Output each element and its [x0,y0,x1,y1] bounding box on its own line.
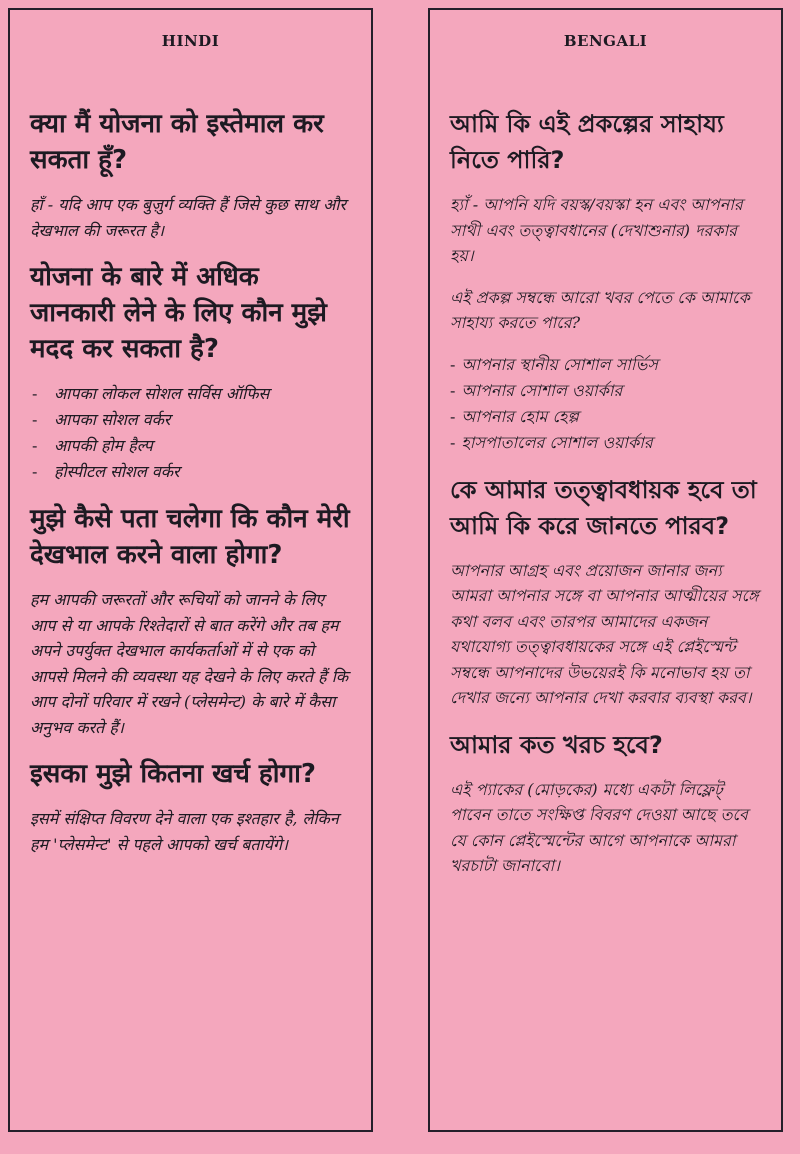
bengali-question-who-can-help: এই প্রকল্প সম্বন্ধে আরো খবর পেতে কে আমাকে সাহায্য করতে পারে? [450,287,750,332]
hindi-answer-who-will-care: हम आपकी जरूरतों और रूचियों को जानने के लिए आप से या आपके रिश्तेदारों से बात करेंगे और तब हम अपने उपर्युक्त देखभाल कार्यकर्ताओं में से एक को आपसे मिलने की व्यवस्था यह देखने के लिए करते हैं कि आप दोनों परिवार में रखने (प्लेसमेन्ट) के बारे में कैसा अनुभव करते हैं। [30,590,349,737]
hindi-panel [8,8,373,1132]
bengali-heading-can-i-use: আমি কি এই প্রকল্পের সাহায্য নিতে পারি? [450,110,724,174]
hindi-answer-cost: इसमें संक्षिप्त विवरण देने वाला एक इश्तहार है, लेकिन हम 'प्लेसमेन्ट' से पहले आपको खर्च बतायेंगे। [30,809,339,854]
hindi-column-title: HINDI [161,32,220,50]
list-item: - আপনার স্থানীয় সোশাল সার্ভিস [450,354,658,374]
hindi-help-list [30,381,351,485]
hindi-heading-who-will-care: मुझे कैसे पता चलेगा कि कौन मेरी देखभाल करने वाला होगा? [30,504,350,570]
bengali-answer-who-will-care: আপনার আগ্রহ এবং প্রয়োজন জানার জন্য আমরা আপনার সঙ্গে বা আপনার আত্মীয়ের সঙ্গে কথা বলব এবং তারপর আমাদের একজন যথাযোগ্য তত্ত্বাবধায়কের সঙ্গে এই প্লেইস্মেন্ট সম্বন্ধে আপনাদের উভয়েরই কি মনোভাব হয় তা দেখার জন্যে আপনার দেখা করবার ব্যবস্থা করব। [450,560,759,707]
list-item: - होस्पीटल सोशल वर्कर [32,462,180,481]
list-item: - আপনার সোশাল ওয়ার্কার [450,380,623,400]
bengali-help-list [450,352,761,456]
hindi-heading-can-i-use: क्या मैं योजना को इस्तेमाल कर सकता हूँ? [30,109,324,175]
bengali-heading-who-will-care: কে আমার তত্ত্বাবধায়ক হবে তা আমি কি করে জানতে পারব? [450,475,757,540]
list-item: - আপনার হোম হেল্প [450,406,579,426]
bengali-answer-can-i-use: হ্যাঁ - আপনি যদি বয়স্ক/বয়স্কা হন এবং আপনার সাথী এবং তত্ত্বাবধানের (দেখাশুনার) দরকার হয়। [450,195,743,265]
bengali-answer-cost: এই প্যাকের (মোড়কের) মধ্যে একটা লিফ্লেট্ পাবেন তাতে সংক্ষিপ্ত বিবরণ দেওয়া আছে তবে যে কোন প্লেইস্মেন্টের আগে আপনাকে আমরা খরচাটা জানাবো। [450,779,748,875]
list-item: - হাসপাতালের সোশাল ওয়ার্কার [450,432,653,452]
list-item: - आपका लोकल सोशल सर्विस ऑफिस [32,384,270,403]
list-item: - आपकी होम हैल्प [32,436,153,455]
bengali-column-title: BENGALI [563,32,648,50]
hindi-answer-can-i-use: हाँ - यदि आप एक बुज़ुर्ग व्यक्ति हैं जिसे कुछ साथ और देखभाल की जरूरत है। [30,195,347,240]
bengali-panel [428,8,783,1132]
hindi-heading-cost: इसका मुझे कितना खर्च होगा? [30,759,316,789]
list-item: - आपका सोशल वर्कर [32,410,171,429]
bengali-heading-cost: আমার কত খরচ হবে? [450,730,663,759]
hindi-heading-who-can-help: योजना के बारे में अधिक जानकारी लेने के लिए कौन मुझे मदद कर सकता है? [30,262,327,364]
